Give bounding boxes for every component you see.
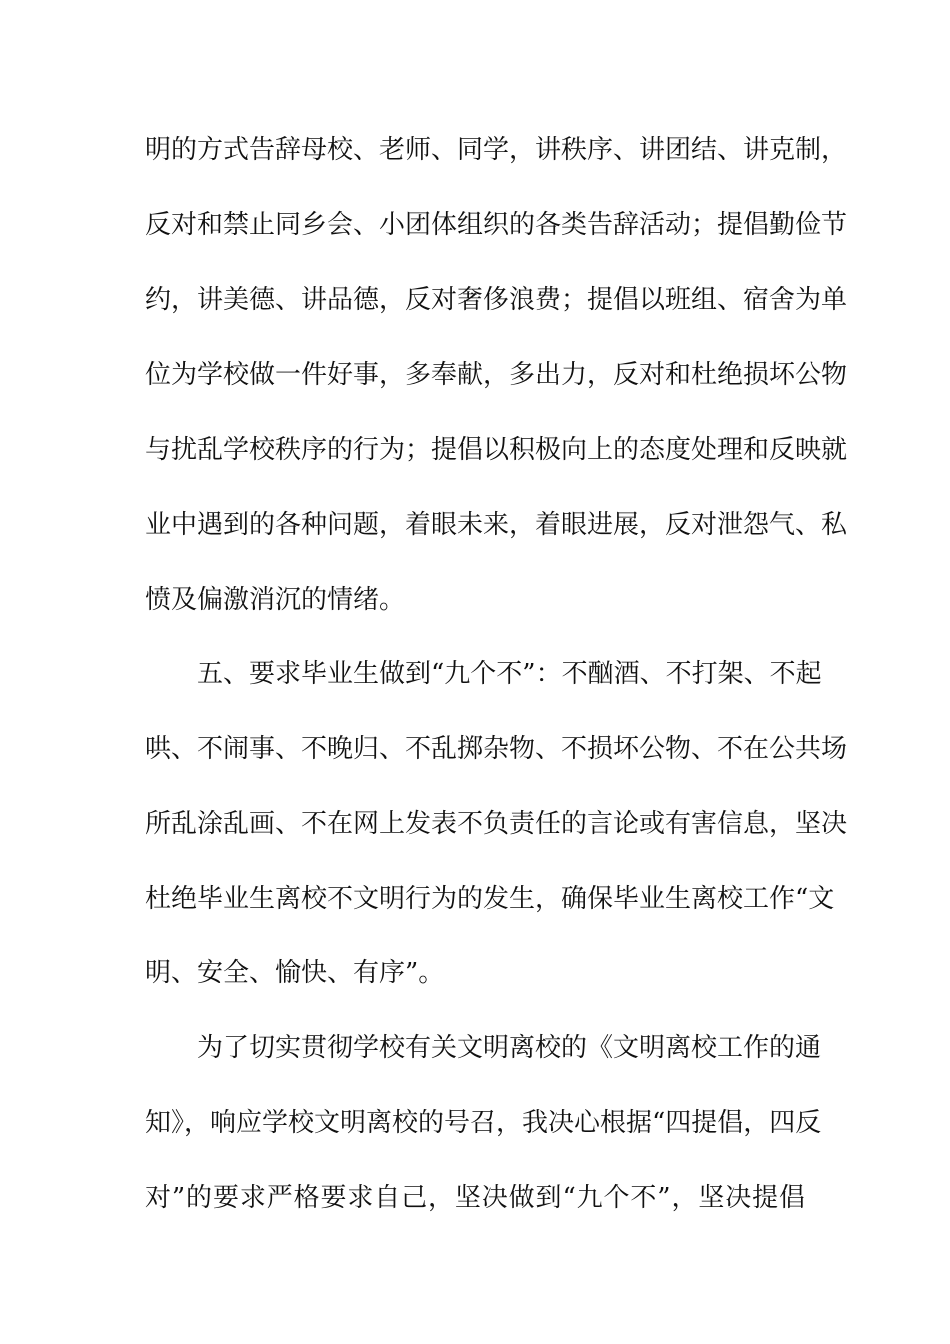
text-line: 哄、不闹事、不晚归、不乱掷杂物、不损坏公物、不在公共场 bbox=[145, 734, 848, 764]
text-line: 约，讲美德、讲品德，反对奢侈浪费；提倡以班组、宿舍为单 bbox=[145, 285, 848, 315]
text-line: 为了切实贯彻学校有关文明离校的《文明离校工作的通 bbox=[145, 1033, 822, 1063]
text-line: 与扰乱学校秩序的行为；提倡以积极向上的态度处理和反映就 bbox=[145, 435, 848, 465]
text-line: 业中遇到的各种问题，着眼未来，着眼进展，反对泄怨气、私 bbox=[145, 510, 848, 540]
text-line: 五、要求毕业生做到“九个不”：不酗酒、不打架、不起 bbox=[145, 659, 822, 689]
text-line: 所乱涂乱画、不在网上发表不负责任的言论或有害信息，坚决 bbox=[145, 809, 848, 839]
text-line: 知》，响应学校文明离校的号召，我决心根据“四提倡，四反 bbox=[145, 1108, 822, 1138]
text-line: 明的方式告辞母校、老师、同学，讲秩序、讲团结、讲克制， bbox=[145, 135, 848, 165]
text-line: 杜绝毕业生离校不文明行为的发生，确保毕业生离校工作“文 bbox=[145, 884, 835, 914]
text-line: 愤及偏激消沉的情绪。 bbox=[145, 585, 406, 615]
text-line: 明、安全、愉快、有序”。 bbox=[145, 958, 445, 988]
text-line: 对”的要求严格要求自己，坚决做到“九个不”，坚决提倡 bbox=[145, 1183, 805, 1213]
text-line: 反对和禁止同乡会、小团体组织的各类告辞活动；提倡勤俭节 bbox=[145, 210, 848, 240]
text-line: 位为学校做一件好事，多奉献，多出力，反对和杜绝损坏公物 bbox=[145, 360, 848, 390]
